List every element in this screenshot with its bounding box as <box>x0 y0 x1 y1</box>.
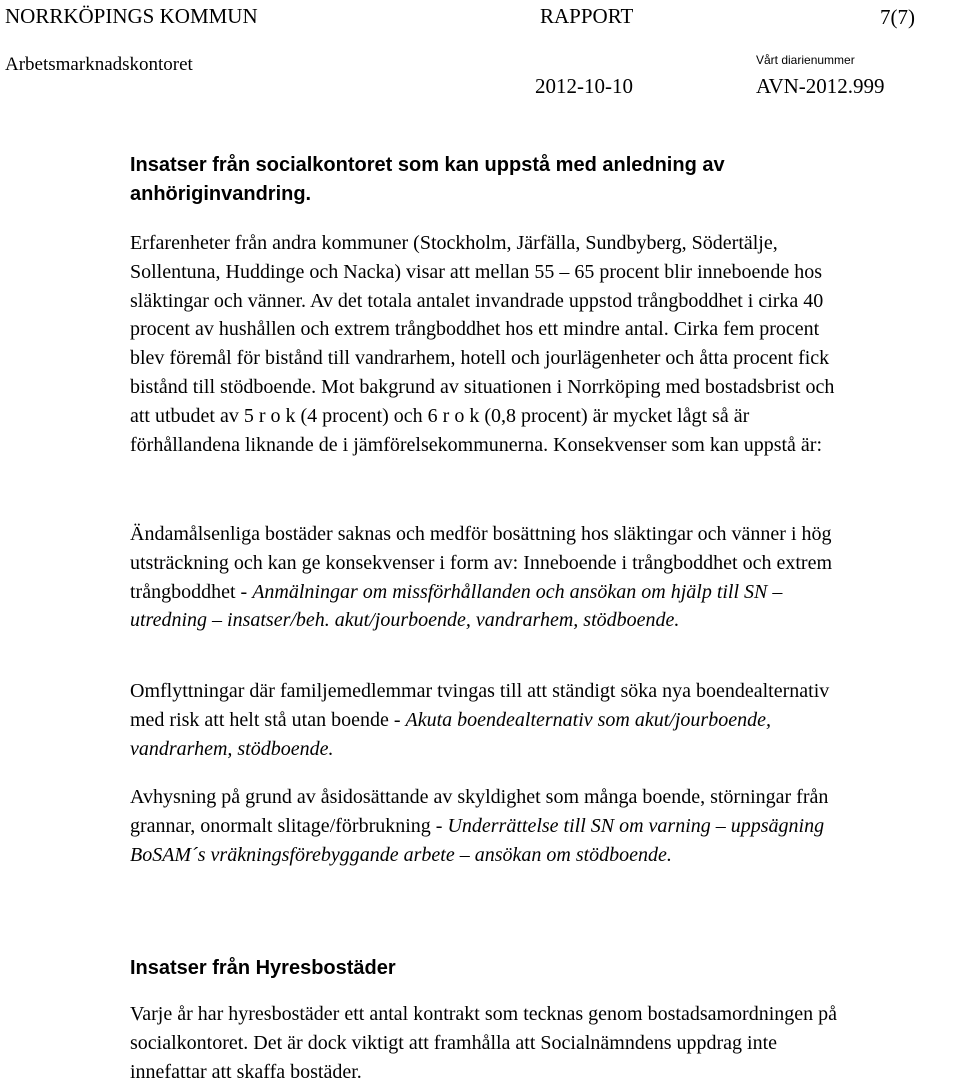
paragraph-text: Omflyttningar där familjemedlemmar tvingas till att ständigt söka nya boendealternativ med risk att helt stå utan boende - <box>130 680 830 731</box>
document-date: 2012-10-10 <box>535 74 633 98</box>
paragraph-consequence-housing <box>130 520 855 635</box>
page-number: 7(7) <box>880 5 915 29</box>
paragraph-measures-text: Anmälningar om missförhållanden och ansökan om hjälp till SN – utredning – insatser/beh. akut/jourboende, vandrarhem, stödboende. <box>130 580 783 632</box>
diarie-number-label: Vårt diarienummer <box>756 53 855 67</box>
section-heading-hyresbostader: Insatser från Hyresbostäder <box>130 957 396 979</box>
paragraph-text: Avhysning på grund av åsidosättande av skyldighet som många boende, störningar från grannar, onormalt slitage/förbrukning - <box>130 786 829 837</box>
organization-name: NORRKÖPINGS KOMMUN <box>5 4 258 28</box>
paragraph-hyresbostader: Varje år har hyresbostäder ett antal kontrakt som tecknas genom bostadsamordningen på socialkontoret. Det är dock viktigt att framhålla att Socialnämndens uppdrag inte innefattar att skaffa bostäder. <box>130 1003 838 1083</box>
diarie-number: AVN-2012.999 <box>756 74 885 98</box>
section-heading-socialkontoret: Insatser från socialkontoret som kan uppstå med anledning av anhöriginvandring. <box>130 154 725 205</box>
paragraph-measures-text: Underrättelse till SN om varning – uppsägning BoSAM´s vräkningsförebyggande arbete – ansökan om stödboende. <box>130 814 825 866</box>
paragraph-experience: Erfarenheter från andra kommuner (Stockholm, Järfälla, Sundbyberg, Södertälje, Sollentuna, Huddinge och Nacka) visar att mellan 55 – 65 procent blir inneboende hos släktingar och vänner. Av det totala antalet invandrade uppstod trångboddhet i cirka 40 procent av hushållen och extrem trångboddhet hos ett mindre antal. Cirka fem procent blev föremål för bistånd till vandrarhem, hotell och jourlägenheter och åtta procent fick bistånd till stödboende. Mot bakgrund av situationen i Norrköping med bostadsbrist och att utbudet av 5 r o k (4 procent) och 6 r o k (0,8 procent) är mycket lågt så är förhållandena liknande de i jämförelsekommunerna. Konsekvenser som kan uppstå är: <box>130 232 835 456</box>
department-name: Arbetsmarknadskontoret <box>5 54 193 75</box>
paragraph-consequence-eviction <box>130 783 855 869</box>
paragraph-measures-text: Akuta boendealternativ som akut/jourboende, vandrarhem, stödboende. <box>130 708 771 760</box>
document-type: RAPPORT <box>540 4 634 28</box>
paragraph-consequence-relocation <box>130 677 855 763</box>
paragraph-text: Ändamålsenliga bostäder saknas och medför bosättning hos släktingar och vänner i hög utsträckning och kan ge konsekvenser i form av: Inneboende i trångboddhet och extrem trångboddhet - <box>130 523 833 603</box>
